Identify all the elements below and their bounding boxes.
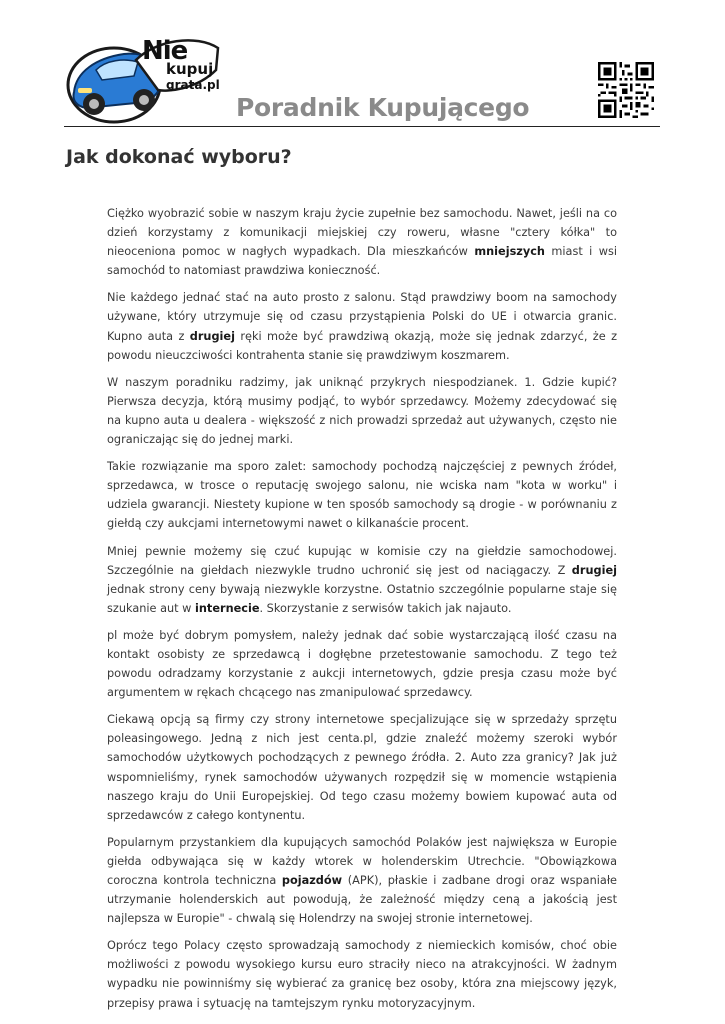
paragraph-1-bold: mniejszych bbox=[474, 245, 545, 259]
paragraph-5-bold-2: internecie bbox=[195, 601, 260, 615]
paragraph-5-text-c: jednak strony ceny bywają niezwykle korzystne. Ostatnio szczególnie popularne staje się szukanie aut w bbox=[107, 582, 617, 615]
paragraph-2 bbox=[107, 288, 617, 364]
paragraph-1 bbox=[107, 204, 617, 280]
logo-text-domain: grata.pl bbox=[166, 78, 220, 92]
paragraph-8-bold: pojazdów bbox=[281, 874, 343, 887]
paragraph-5 bbox=[107, 542, 617, 618]
paragraph-1-text-a: Ciężko wyobrazić sobie w naszym kraju życie zupełnie bez samochodu. Nawet, jeśli na co dzień korzystamy z komunikacji miejskiej czy roweru, własne "cztery kółka" to nieoceniona pomoc w nagłych wypadkach. Dla mieszkańców bbox=[107, 207, 617, 259]
paragraph-7: Ciekawą opcją są firmy czy strony internetowe specjalizujące się w sprzedaży sprzętu poleasingowego. Jedną z nich jest centa.pl, gdzie znaleźć możemy szeroki wybór samochodów użytkowych pochodzących z pewnego źródła. 2. Auto zza granicy? Jak już wspomnieliśmy, rynek samochodów używanych rozpędził się w momencie wstąpienia naszego kraju do Unii Europejskiej. Od tego czasu możemy bowiem kupować auta od sprzedawców z całego kontynentu. bbox=[107, 713, 617, 822]
page-header bbox=[0, 0, 725, 130]
paragraph-8-text-a: Popularnym przystankiem dla kupujących samochód Polaków jest największa w Europie giełda odbywająca się w każdy wtorek w holenderskim Utrechcie. "Obowiązkowa coroczna kontrola techniczna bbox=[107, 835, 617, 887]
paragraph-2-bold: drugiej bbox=[189, 329, 235, 343]
paragraph-5-text-e: . Skorzystanie z serwisów takich jak najauto. bbox=[259, 601, 512, 615]
paragraph-9: Oprócz tego Polacy często sprowadzają samochody z niemieckich komisów, choć obie możliwości z powodu wysokiego kursu euro straciły nieco na atrakcyjności. W żadnym wypadku nie powinniśmy się wybierać za granicę bez osoby, która zna miejscowy język, przepisy prawa i sytuację na tamtejszym rynku motoryzacyjnym. bbox=[107, 939, 617, 1010]
paragraph-8 bbox=[107, 833, 617, 928]
paragraph-3: W naszym poradniku radzimy, jak uniknąć przykrych niespodzianek. 1. Gdzie kupić? Pierwsza decyzja, którą musimy podjąć, to wybór sprzedawcy. Możemy zdecydować się na kupno auta u dealera - większość z nich prowadzi sprzedaż aut używanych, często nie ograniczając się do jednej marki. bbox=[107, 375, 617, 447]
paragraph-2-text-a: Nie każdego jednać stać na auto prosto z salonu. Stąd prawdziwy boom na samochody używane, który utrzymuje się od czasu przystąpienia Polski do UE i otwarcia granic. Kupno auta z bbox=[107, 291, 617, 343]
article-body bbox=[107, 204, 617, 1021]
paragraph-1-text-c: miast i wsi samochód to natomiast prawdziwa konieczność. bbox=[107, 245, 617, 278]
paragraph-5-text-a: Mniej pewnie możemy się czuć kupując w komisie czy na giełdzie samochodowej. Szczególnie na giełdach niezwykle trudno uchronić się jest od naciągaczy. Z bbox=[107, 544, 617, 577]
paragraph-4: Takie rozwiązanie ma sporo zalet: samochody pochodzą najczęściej z pewnych źródeł, sprzedawca, w trosce o reputację swojego salonu, nie wciska nam "kota w worku" i udziela gwarancji. Niestety kupione w ten sposób samochody są drogie - w porównaniu z giełdą czy aukcjami internetowymi nawet o kilkanaście procent. bbox=[107, 460, 617, 531]
header-title: Poradnik Kupującego bbox=[236, 93, 530, 122]
paragraph-6: pl może być dobrym pomysłem, należy jednak dać sobie wystarczającą ilość czasu na kontakt osobisty ze sprzedawcą i dogłębne przetestowanie samochodu. Z tego też powodu odradzamy korzystanie z aukcji internetowych, gdzie presja czasu może być argumentem w rękach chcącego nas zmanipulować sprzedawcy. bbox=[107, 628, 617, 700]
logo-text-nie: Nie bbox=[142, 36, 188, 66]
header-divider bbox=[64, 126, 660, 127]
qr-code-icon bbox=[598, 62, 654, 118]
article-heading: Jak dokonać wyboru? bbox=[66, 146, 292, 168]
paragraph-8-text-c: (APK), płaskie i zadbane drogi oraz wspaniałe utrzymanie holenderskich aut powodują, że zależność między ceną a jakością jest najlepsza w Europie" - chwalą się Holendrzy na swojej stronie internetowej. bbox=[107, 874, 617, 926]
site-logo[interactable] bbox=[66, 30, 226, 125]
logo-text-kupuj: kupuj bbox=[166, 60, 214, 78]
paragraph-2-text-c: ręki może być prawdziwą okazją, może się jednak zdarzyć, że z powodu nieuczciwości kontrahenta stanie się prawdziwym koszmarem. bbox=[107, 329, 618, 362]
paragraph-5-bold-1: drugiej bbox=[571, 563, 617, 577]
